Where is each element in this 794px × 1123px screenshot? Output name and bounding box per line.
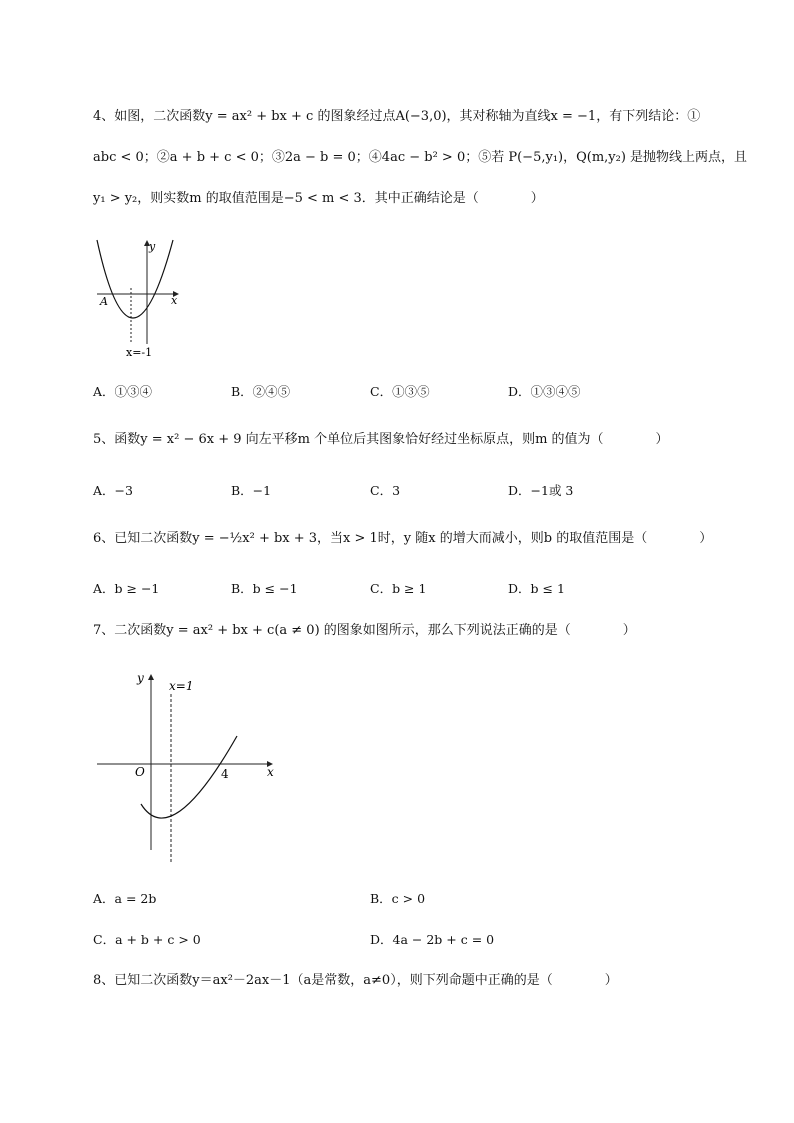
q8-stem: 8、已知二次函数y＝ax²－2ax－1（a是常数，a≠0），则下列命题中正确的是（ ） — [93, 973, 618, 988]
q7-option-c: C．a + b + c > 0 — [93, 932, 201, 947]
q4-option-c: C．①③⑤ — [370, 384, 430, 399]
q6-option-b: B．b ≤ −1 — [231, 581, 298, 596]
q4-figure — [93, 232, 188, 362]
q7-option-b: B．c > 0 — [370, 891, 426, 906]
q5-option-a: A．−3 — [93, 483, 133, 498]
q6-option-c: C．b ≥ 1 — [370, 581, 427, 596]
q5-stem: 5、函数y = x² − 6x + 9 向左平移m 个单位后其图象恰好经过坐标原点，则m 的值为（ ） — [93, 432, 669, 447]
q6-stem: 6、已知二次函数y = −½x² + bx + 3，当x > 1时，y 随x 的增大而减小，则b 的取值范围是（ ） — [93, 531, 713, 546]
q5-option-d: D．−1或 3 — [508, 483, 574, 498]
q4-option-b: B．②④⑤ — [231, 384, 291, 399]
q5-option-b: B．−1 — [231, 483, 272, 498]
q5-option-c: C．3 — [370, 483, 401, 498]
q7-stem: 7、二次函数y = ax² + bx + c(a ≠ 0) 的图象如图所示，那么下列说法正确的是（ ） — [93, 623, 636, 638]
q7-option-a: A．a = 2b — [93, 891, 157, 906]
q6-option-d: D．b ≤ 1 — [508, 581, 565, 596]
q4-parabola — [97, 240, 173, 318]
q7-origin-label: O — [135, 765, 145, 779]
q4-a-label: A — [100, 295, 108, 308]
q4-option-a: A．①③④ — [93, 384, 153, 399]
q7-y-arrow — [148, 674, 154, 680]
q4-y-label: y — [149, 240, 156, 253]
q4-stem-line2: abc < 0；②a + b + c < 0；③2a − b = 0；④4ac − b² > 0；⑤若 P(−5,y₁)，Q(m,y₂) 是抛物线上两点，且 — [93, 150, 748, 165]
q7-four-label: 4 — [221, 767, 229, 781]
q7-y-label: y — [137, 671, 144, 685]
q6-option-a: A．b ≥ −1 — [93, 581, 160, 596]
q4-x-label: x — [171, 294, 178, 307]
q7-figure — [93, 668, 283, 863]
q7-axis-label: x=1 — [169, 679, 194, 693]
q7-x-label: x — [267, 765, 274, 779]
q4-stem-line1: 4、如图，二次函数y = ax² + bx + c 的图象经过点A(−3,0)，其对称轴为直线x = −1，有下列结论：① — [93, 109, 701, 124]
q7-option-d: D．4a − 2b + c = 0 — [370, 932, 495, 947]
q4-stem-line3: y₁ > y₂，则实数m 的取值范围是−5 < m < 3．其中正确结论是（ ） — [93, 191, 544, 206]
q4-axis-label: x=-1 — [126, 346, 153, 359]
q4-option-d: D．①③④⑤ — [508, 384, 581, 399]
